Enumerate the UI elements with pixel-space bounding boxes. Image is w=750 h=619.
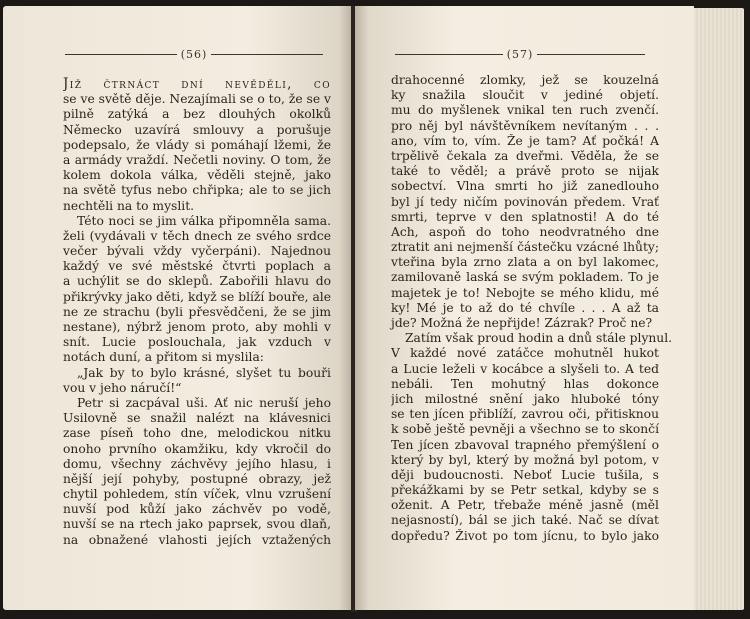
text-line: pro něj byl návštěvníkem nevítaným . . . bbox=[391, 118, 659, 133]
open-book bbox=[3, 6, 744, 614]
right-page-text bbox=[391, 73, 673, 544]
text-line: ztratit ani nejmenší částečku vzácné lhůty; bbox=[391, 240, 659, 255]
text-line: mu do myšlenek vnikal ten ruch zvenčí. bbox=[391, 103, 659, 118]
text-line: nuvší se na rtech jako paprsek, svou dlaň, bbox=[63, 517, 331, 532]
text-line: překážkami by se Petr setkal, kdyby se s bbox=[391, 483, 659, 498]
text-line: nuvší pod kůží jako záchvěv po vodě, bbox=[63, 502, 331, 517]
text-line: snít. Lucie poslouchala, jak vzduch v bbox=[63, 335, 331, 350]
left-page bbox=[3, 6, 353, 610]
folio-rule bbox=[211, 54, 323, 55]
text-line: Ach, aspoň do toho neodvratného dne bbox=[391, 224, 659, 239]
text-line: Ten jícen zbavoval trapného přemýšlení o bbox=[391, 437, 659, 452]
text-line: nebáli. Ten mohutný hlas dokonce bbox=[391, 376, 659, 391]
text-line: domu, všechny záchvěvy jejího hlasu, i bbox=[63, 456, 331, 471]
page-number-value: 56 bbox=[186, 47, 202, 61]
text-line: V každé nové zatáčce mohutněl hukot bbox=[391, 346, 659, 361]
left-page-text bbox=[63, 77, 331, 548]
text-line: jde? Možná že nepřijde! Zázrak? Proč ne? bbox=[391, 316, 653, 330]
text-line: vteřina byla zrno zlata a on byl lakomec, bbox=[391, 255, 659, 270]
right-page-folio bbox=[395, 46, 645, 62]
text-line: drahocenné zlomky, jež se kouzelná bbox=[391, 73, 659, 87]
text-line: dopředu? Život po tom jícnu, to bylo jako bbox=[391, 528, 659, 543]
text-line: a uchýlit se do sklepů. Zabořili hlavu do bbox=[63, 274, 331, 289]
page-number-value: 57 bbox=[512, 47, 528, 61]
text-line: oženit. A Petr, třebaže méně jasně (měl bbox=[391, 498, 659, 513]
text-line: zamilovaně laská se svým pokladem. To je bbox=[391, 270, 659, 285]
text-line: Německo uzavírá smlouvy a porušuje bbox=[63, 122, 331, 137]
text-line: ne ze strachu (byli přesvědčeni, že se jim bbox=[63, 304, 331, 319]
text-line: a Lucie leželi v kocábce a slyšeli to. A teď bbox=[391, 361, 659, 376]
text-line: a armády vraždí. Nečetli noviny. O tom, že bbox=[63, 152, 331, 167]
right-page bbox=[355, 6, 694, 610]
text-line: Této noci se jim válka připomněla sama. bbox=[77, 213, 331, 228]
text-line: kolem dokola válka, věděli stejně, jako bbox=[63, 168, 331, 183]
text-line: byl jí tedy ničím povinován předem. Vrať bbox=[391, 194, 659, 209]
text-line: majetek je to! Nebojte se mého klidu, mé bbox=[391, 285, 659, 300]
text-line: „Jak by to bylo krásné, slyšet tu bouři bbox=[77, 365, 331, 380]
text-line: želi (vydávali v těch dnech ze svého srdce bbox=[63, 228, 331, 243]
text-line: který by byl, který by možná byl potom, v bbox=[391, 452, 659, 467]
folio-rule bbox=[537, 54, 645, 55]
text-line: nější její pohyby, postupné obrazy, jež bbox=[63, 471, 331, 486]
text-line: večer bývali vždy vyčerpáni). Najednou bbox=[63, 244, 331, 259]
text-line: ději budoucnosti. Neboť Lucie tušila, s bbox=[391, 467, 659, 482]
text-line: přikrývky jako děti, když se blíží bouře, ale bbox=[63, 289, 331, 304]
folio-rule bbox=[65, 54, 177, 55]
text-line: ky snažila sloučit v jediné objetí. bbox=[391, 88, 659, 103]
text-line: nejasností), bál se jich také. Nač se dívat bbox=[391, 513, 659, 528]
text-line: k sobě ještě pevněji a všechno se to skončí bbox=[391, 422, 659, 437]
text-line: smrti, teprve v den splatnosti! A do té bbox=[391, 209, 659, 224]
text-line: zase píseň toho dne, melodickou nitku bbox=[63, 426, 331, 441]
chapter-opening-line: Již čtrnáct dní nevěděli, co bbox=[63, 77, 331, 92]
text-line: každý ve své městské čtvrti poplach a bbox=[63, 259, 331, 274]
text-line: podepsalo, že vlády si pomáhají lžemi, že bbox=[63, 137, 331, 152]
page-number-56: (56) bbox=[180, 47, 208, 61]
text-line: onoho prvního okamžiku, kdy vkročil do bbox=[63, 441, 331, 456]
text-line: se ten jícen přiblíží, zavrou oči, přitisknou bbox=[391, 407, 659, 422]
text-line: nestane), nýbrž jenom proto, aby mohli v bbox=[63, 320, 331, 335]
text-line: trpělivě čekala za dveřmi. Věděla, že se bbox=[391, 148, 659, 163]
folio-rule bbox=[395, 54, 503, 55]
text-line: Usilovně se snažil nalézt na klávesnici bbox=[63, 411, 331, 426]
left-page-folio bbox=[65, 46, 323, 62]
text-line: také to věděl; a právě proto se nijak bbox=[391, 164, 659, 179]
text-line: notách duní, a přitom si myslila: bbox=[63, 350, 264, 365]
text-line: jich milostné snění jako hluboké tóny bbox=[391, 391, 659, 406]
text-line: na světě tyfus nebo chřipka; ale to se jich bbox=[63, 183, 331, 198]
text-line: sobectví. Vlna smrti ho již zanedlouho bbox=[391, 179, 659, 194]
text-line: ky! Mé je to až do té chvíle . . . A až ta bbox=[391, 300, 659, 315]
text-line: vou v jeho náručí!“ bbox=[63, 380, 182, 395]
text-line: chytil pohledem, stín víček, vlnu vzrušení bbox=[63, 487, 331, 502]
page-number-57: (57) bbox=[506, 47, 534, 61]
text-line: na obnažené vlahosti jejích vztažených bbox=[63, 532, 331, 547]
text-line: ano, vím to, vím. Že je tam? Ať počká! A bbox=[391, 133, 659, 148]
page-block-edge bbox=[694, 8, 744, 610]
text-line: Petr si zacpával uši. Ať nic neruší jeho bbox=[77, 395, 331, 410]
text-line: pilně zatýká a bez dlouhých okolků bbox=[63, 107, 331, 122]
text-line: nechtěli na to myslit. bbox=[63, 198, 195, 213]
text-line: se ve světě děje. Nezajímali se o to, že se v bbox=[63, 92, 331, 107]
text-line: Zatím však proud hodin a dnů stále plynul. bbox=[405, 331, 673, 346]
